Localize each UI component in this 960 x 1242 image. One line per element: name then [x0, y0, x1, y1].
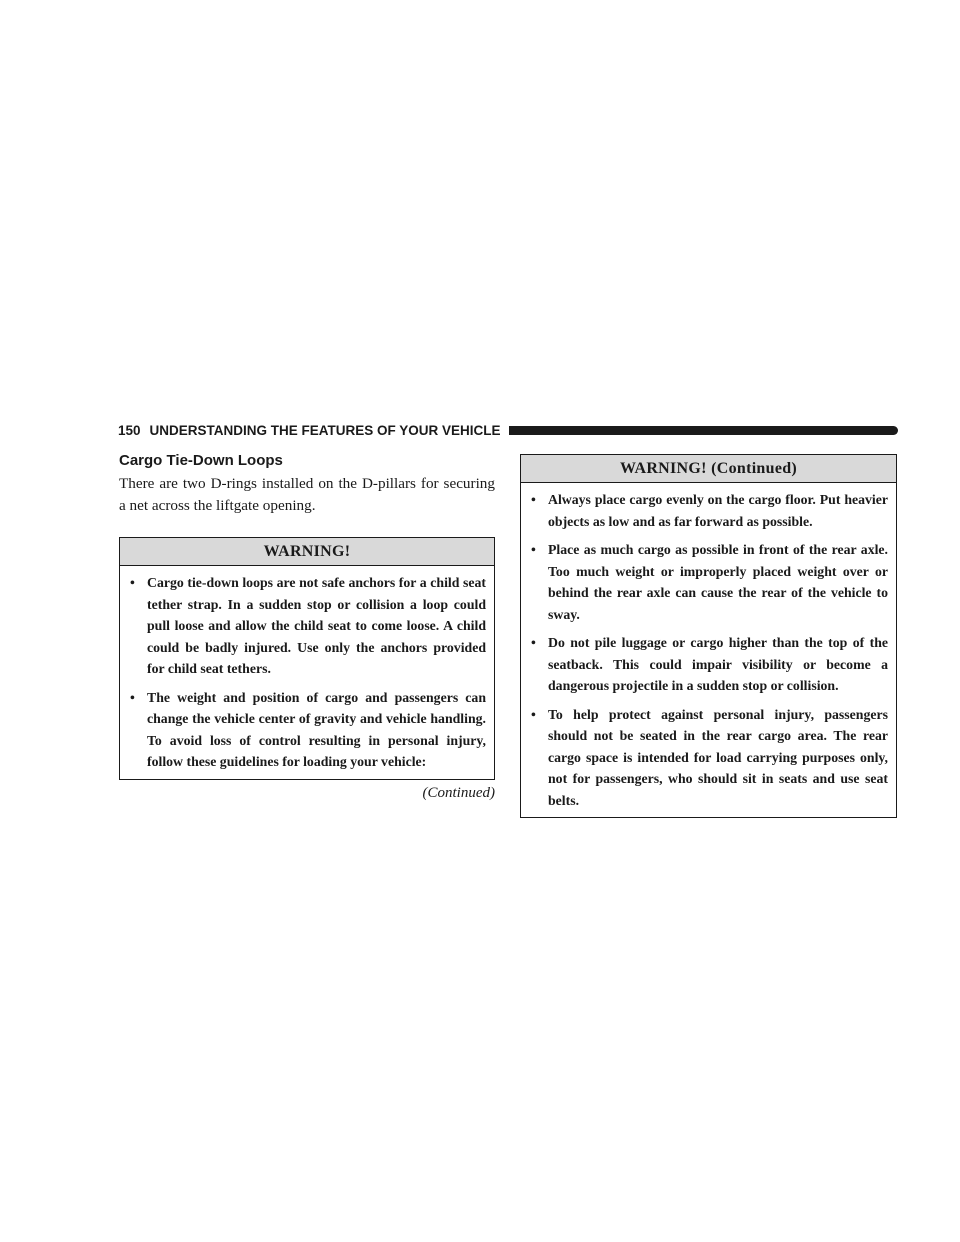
- warning-item-text: Cargo tie-down loops are not safe anchors for a child seat tether strap. In a sudden stop or collision a loop could pull loose and allow the child seat to come loose. A child could be badly injured. Use only the anchors provided for child seat tethers.: [147, 575, 486, 676]
- page-number: 150: [118, 422, 141, 438]
- warning-item: [130, 687, 486, 773]
- warning-item-text: Place as much cargo as possible in front of the rear axle. Too much weight or improperly placed weight over or behind the rear axle can cause the rear of the vehicle to sway.: [548, 542, 888, 622]
- bullet-icon: •: [531, 635, 536, 650]
- bullet-icon: •: [130, 689, 135, 705]
- bullet-icon: •: [531, 492, 536, 507]
- intro-paragraph: There are two D-rings installed on the D-pillars for securing a net across the liftgate opening.: [119, 475, 495, 514]
- right-column: [520, 454, 897, 818]
- bullet-icon: •: [130, 575, 135, 590]
- warning-item: [130, 572, 486, 680]
- warning-item-text: Always place cargo evenly on the cargo floor. Put heavier objects as low and as far forward as possible.: [548, 492, 888, 529]
- bullet-icon: •: [531, 706, 536, 722]
- warning-list: [521, 483, 896, 817]
- warning-title: WARNING!: [120, 538, 494, 566]
- warning-item: [531, 539, 888, 625]
- warning-item-text: Do not pile luggage or cargo higher than the top of the seatback. This could impair visibility or become a dangerous projectile in a sudden stop or collision.: [548, 635, 888, 693]
- warning-title: WARNING! (Continued): [521, 455, 896, 483]
- warning-item: [531, 704, 888, 812]
- continued-label: (Continued): [422, 784, 495, 801]
- section-heading: Cargo Tie-Down Loops: [119, 452, 283, 469]
- warning-box: [119, 537, 495, 780]
- left-column: [119, 452, 495, 802]
- bullet-icon: •: [531, 542, 536, 557]
- page-header: [118, 421, 898, 439]
- warning-item: [531, 489, 888, 532]
- warning-item: [531, 632, 888, 697]
- header-rule: [509, 426, 898, 435]
- warning-item-text: To help protect against personal injury, passengers should not be seated in the rear cargo area. The rear cargo space is intended for load carrying purposes only, not for passengers, who should sit in seats and use seat belts.: [548, 706, 888, 808]
- warning-box-continued: [520, 454, 897, 818]
- section-title: UNDERSTANDING THE FEATURES OF YOUR VEHICLE: [149, 422, 501, 438]
- warning-list: [120, 566, 494, 779]
- warning-item-text: The weight and position of cargo and passengers can change the vehicle center of gravity and vehicle handling. To avoid loss of control resulting in personal injury, follow these guidelines for loading your vehicle:: [147, 689, 486, 769]
